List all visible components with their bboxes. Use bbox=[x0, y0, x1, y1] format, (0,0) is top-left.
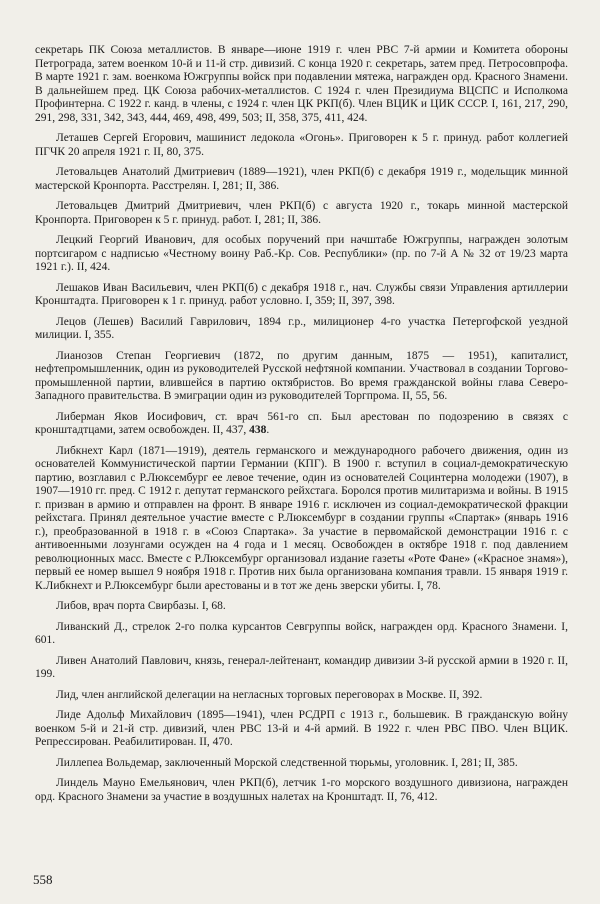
entry-liberman: Либерман Яков Иосифович, ст. врач 561-го сп. Был арестован по подозрению в связях с кронштадтцами, затем освобожден. II, 437, 438. bbox=[35, 410, 568, 436]
entry-lide: Лиде Адольф Михайлович (1895—1941), член РСДРП с 1913 г., большевик. В гражданскую войну военком 5-й и 21-й стр. дивизий, член РВС 13-й и 4-й армий. В 1922 г. член РВС ПВО. Член ВЦИК. Репрессирован. Реабилитирован. II, 470. bbox=[35, 709, 568, 748]
entry-letashev: Леташев Сергей Егорович, машинист ледокола «Огонь». Приговорен к 5 г. принуд. работ коллегией ПГЧК 20 апреля 1921 г. II, 80, 375. bbox=[35, 132, 568, 158]
entry-lianozov: Лианозов Степан Георгиевич (1872, по другим данным, 1875 — 1951), капиталист, нефтепромышленник, один из руководителей Русской нефтяной компании. Участвовал в создании Торгово-промышленной партии, влившейся в партию октябристов. Во время гражданской войны глава Северо-Западного правительства. В эмиграции один из руководителей Торгпрома. II, 55, 56. bbox=[35, 349, 568, 402]
entry-lindel: Линдель Мауно Емельянович, член РКП(б), летчик 1-го морского воздушного дивизиона, награжден орд. Красного Знамени за участие в воздушных налетах на Кронштадт. II, 76, 412. bbox=[35, 777, 568, 803]
entry-letovaltsev-anatoly: Летовальцев Анатолий Дмитриевич (1889—1921), член РКП(б) с декабря 1919 г., модельщик минной мастерской Кронпорта. Расстрелян. I, 281; II, 386. bbox=[35, 166, 568, 192]
entry-liebknecht: Либкнехт Карл (1871—1919), деятель германского и международного рабочего движения, один из основателей Коммунистической партии Германии (КПГ). В 1900 г. вступил в социал-демократическую партию, возглавил с Р.Люксембург ее левое течение, один из основателей Социнтерна молодежи (1907), в 1907—1910 гг. пред. С 1912 г. депутат германского рейхстага. Боролся против милитаризма и войны. В 1915 г. призван в армию и отправлен на фронт. В январе 1916 г. исключен из социал-демократической фракции рейхстага. Принял деятельное участие вместе с Р.Люксембург в создании группы «Спартак» (январь 1916 г.), преобразованной в 1918 г. в «Союз Спартака». За участие в первомайской демонстрации 1916 г. с антивоенными лозунгами осужден на 4 года и 1 месяц. Освобожден в октябре 1918 г. под давлением революционных масс. Вместе с Р.Люксембург организовал издание газеты «Роте Фане» («Красное знамя»), первый ее номер вышел 9 ноября 1918 г. Против них была организована компания травли. 15 января 1919 г. К.Либкнехт и Р.Люксембург были арестованы и в тот же день зверски убиты. I, 78. bbox=[35, 444, 568, 592]
entry-livansky: Ливанский Д., стрелок 2-го полка курсантов Севгруппы войск, награжден орд. Красного Знамени. I, 601. bbox=[35, 620, 568, 646]
entry-letsky: Лецкий Георгий Иванович, для особых поручений при начштабе Южгруппы, награжден золотым портсигаром с надписью «Честному воину Раб.-Кр. Сов. Республики» (пр. по 7-й А № 32 от 19/23 марта 1921 г.). II, 424. bbox=[35, 234, 568, 273]
entry-letovaltsev-dmitry: Летовальцев Дмитрий Дмитриевич, член РКП(б) с августа 1920 г., токарь минной мастерской Кронпорта. Приговорен к 5 г. принуд. работ. I, 281; II, 386. bbox=[35, 200, 568, 226]
entry-leshakov: Лешаков Иван Васильевич, член РКП(б) с декабря 1918 г., нач. Службы связи Управления артиллерии Кронштадта. Приговорен к 1 г. принуд. работ условно. I, 359; II, 397, 398. bbox=[35, 281, 568, 307]
entry-continued: секретарь ПК Союза металлистов. В январе—июне 1919 г. член РВС 7-й армии и Комитета обороны Петрограда, затем военком 10-й и 11-й стр. дивизий. С конца 1920 г. секретарь, затем пред. Петросовпрофа. В марте 1921 г. зам. военкома Южгруппы войск при подавлении мятежа, награжден орд. Красного Знамени. В дальнейшем пред. ЦК Союза рабочих-металлистов. С 1924 г. член Президиума ВЦСПС и Исполкома Профинтерна. С 1922 г. канд. в члены, с 1924 г. член ЦК РКП(б). Член ВЦИК и ЦИК СССР. I, 161, 217, 290, 291, 298, 331, 342, 343, 444, 469, 498, 499, 503; II, 358, 375, 411, 424. bbox=[35, 44, 568, 124]
dictionary-page bbox=[35, 44, 568, 811]
page-number: 558 bbox=[33, 872, 53, 887]
entry-liven: Ливен Анатолий Павлович, князь, генерал-лейтенант, командир дивизии 3-й русской армии в 1920 г. II, 199. bbox=[35, 654, 568, 680]
bold-page-ref: 438 bbox=[249, 424, 267, 436]
entry-letsov: Лецов (Лешев) Василий Гаврилович, 1894 г.р., милиционер 4-го участка Петергофской уездной милиции. I, 355. bbox=[35, 315, 568, 341]
entry-lid: Лид, член английской делегации на негласных торговых переговорах в Москве. II, 392. bbox=[56, 688, 483, 701]
entry-lillepea: Лиллепеа Вольдемар, заключенный Морской следственной тюрьмы, уголовник. I, 281; II, 385. bbox=[56, 756, 518, 769]
entry-libov: Либов, врач порта Свирбазы. I, 68. bbox=[56, 600, 226, 612]
